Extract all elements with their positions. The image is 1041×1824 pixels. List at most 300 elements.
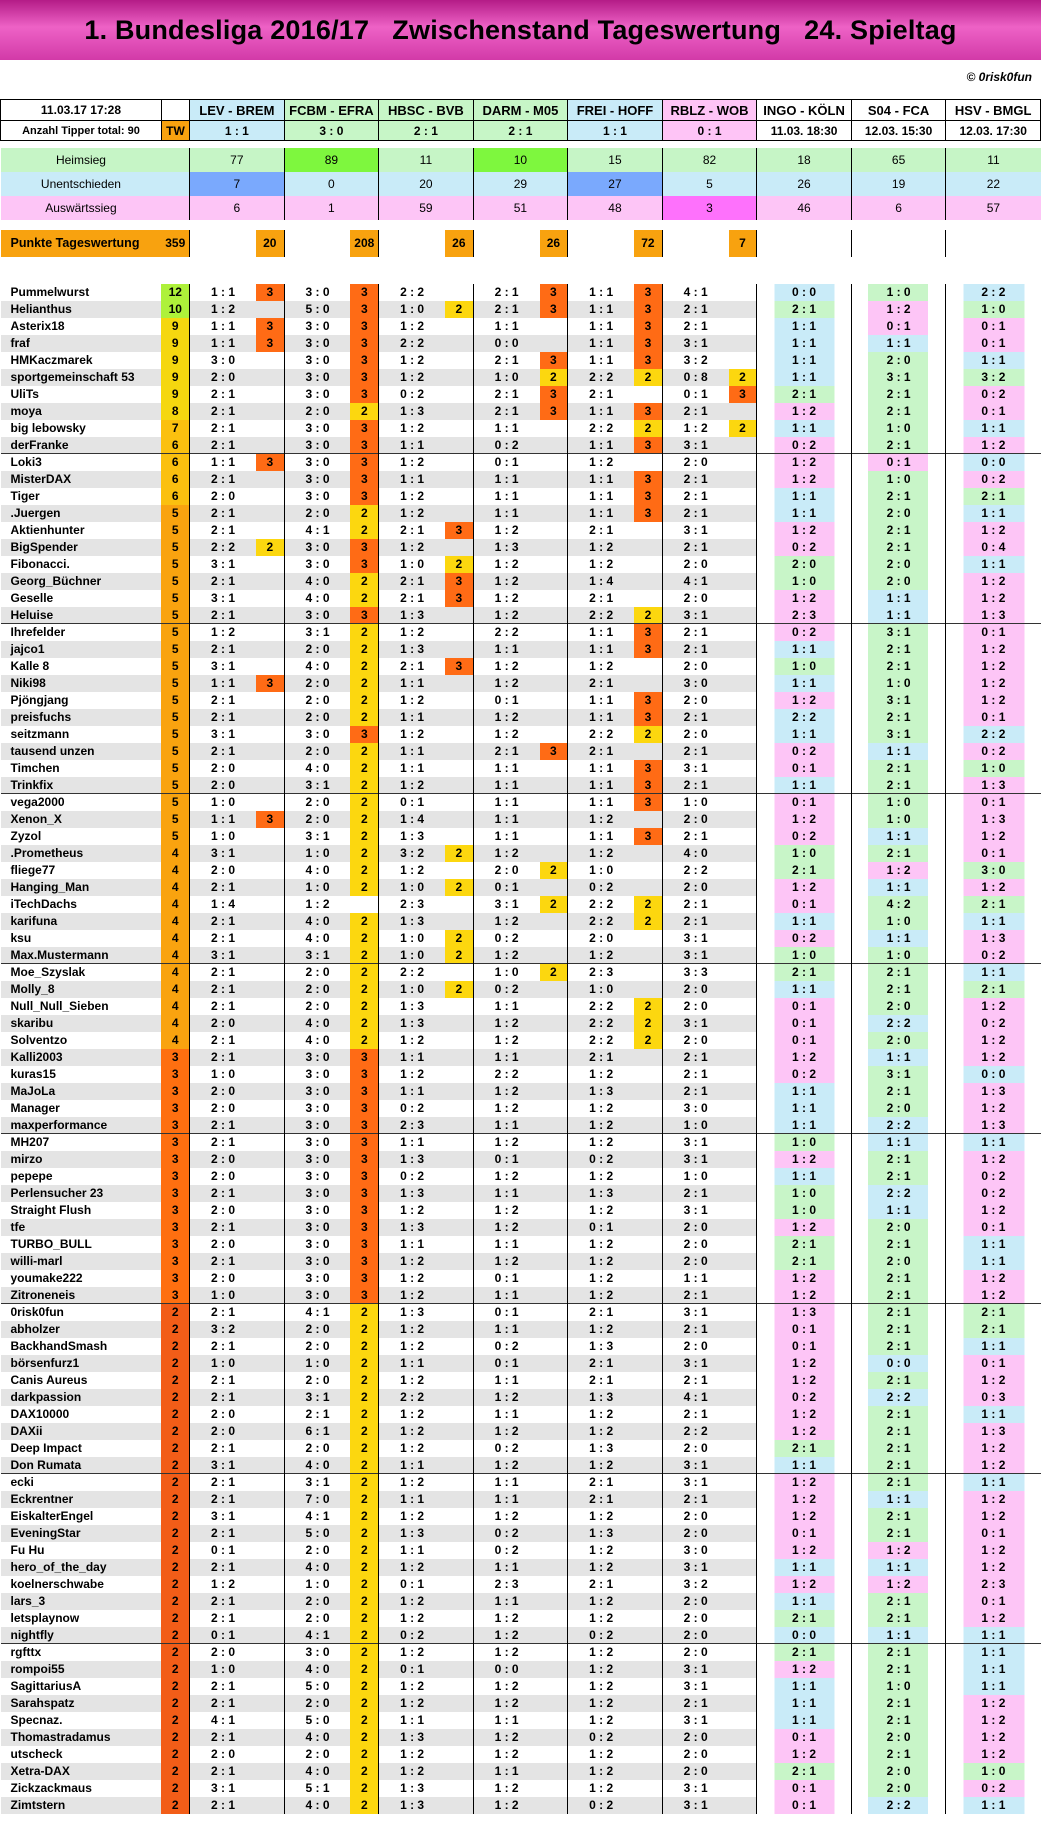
player-tip: 1 : 1 [379, 1542, 445, 1559]
player-points [540, 624, 568, 641]
player-tip: 1 : 2 [473, 947, 539, 964]
player-tip: 1 : 2 [568, 658, 634, 675]
player-name: SagittariusA [10, 1679, 82, 1693]
player-open-tip: 1 : 2 [946, 1695, 1041, 1712]
player-points: 3 [256, 454, 284, 471]
player-points [540, 726, 568, 743]
player-points: 3 [729, 386, 757, 403]
match-teams: HBSC - BVB [379, 100, 474, 121]
player-tip: 0 : 2 [379, 386, 445, 403]
player-points [729, 301, 757, 318]
player-tip: 1 : 1 [379, 1236, 445, 1253]
stats-row [1, 172, 1041, 196]
player-points [634, 930, 662, 947]
player-tip: 1 : 2 [473, 1253, 539, 1270]
player-points [540, 1049, 568, 1066]
player-row [1, 1253, 1041, 1270]
player-tw: 5 [161, 556, 189, 573]
player-points [729, 505, 757, 522]
player-tip: 1 : 2 [473, 1746, 539, 1763]
player-open-tip: 1 : 0 [851, 947, 946, 964]
player-points [540, 1389, 568, 1406]
player-open-tip: 0 : 1 [946, 1525, 1041, 1542]
player-open-tip: 2 : 1 [851, 403, 946, 420]
player-tip: 2 : 1 [190, 403, 256, 420]
player-tw: 2 [161, 1304, 189, 1321]
player-points: 2 [350, 1576, 378, 1593]
player-tip: 0 : 1 [473, 692, 539, 709]
player-tip: 1 : 0 [284, 845, 350, 862]
player-tw: 5 [161, 624, 189, 641]
player-tip: 1 : 2 [568, 1287, 634, 1304]
player-points [540, 335, 568, 352]
player-tip: 1 : 1 [568, 641, 634, 658]
player-points [729, 1202, 757, 1219]
player-open-tip: 0 : 1 [946, 335, 1041, 352]
player-tip: 2 : 1 [190, 1117, 256, 1134]
player-tw: 9 [161, 386, 189, 403]
player-tip: 1 : 1 [473, 1763, 539, 1780]
player-name: Xenon_X [1, 811, 162, 828]
player-tw: 9 [161, 318, 189, 335]
player-points [445, 1100, 473, 1117]
player-tw: 2 [161, 1423, 189, 1440]
player-tip: 2 : 1 [662, 301, 728, 318]
player-row [1, 488, 1041, 505]
player-tip: 2 : 1 [190, 1559, 256, 1576]
player-row [1, 1304, 1041, 1321]
player-points [256, 1508, 284, 1525]
player-open-tip: 2 : 2 [851, 1117, 946, 1134]
player-points [634, 1287, 662, 1304]
player-open-tip: 1 : 0 [757, 845, 852, 862]
player-tip: 3 : 1 [662, 1304, 728, 1321]
player-tw: 3 [161, 1117, 189, 1134]
player-open-tip: 1 : 2 [946, 1542, 1041, 1559]
player-tip: 1 : 0 [190, 828, 256, 845]
player-open-tip: 1 : 1 [946, 556, 1041, 573]
player-points [445, 1219, 473, 1236]
player-tip: 2 : 1 [662, 1066, 728, 1083]
player-points [256, 896, 284, 913]
player-points: 3 [634, 760, 662, 777]
player-points [729, 1576, 757, 1593]
player-points [634, 1270, 662, 1287]
player-tip: 3 : 1 [284, 777, 350, 794]
player-points [540, 794, 568, 811]
player-tip: 6 : 1 [284, 1423, 350, 1440]
player-points [445, 1355, 473, 1372]
player-tip: 2 : 0 [284, 1372, 350, 1389]
player-points: 2 [350, 1678, 378, 1695]
player-row [1, 726, 1041, 743]
player-points [445, 1083, 473, 1100]
player-row [1, 1355, 1041, 1372]
player-tip: 1 : 2 [568, 1661, 634, 1678]
player-open-tip: 1 : 0 [757, 1134, 852, 1151]
player-row [1, 1151, 1041, 1168]
player-open-tip: 1 : 1 [946, 505, 1041, 522]
player-tip: 2 : 1 [473, 301, 539, 318]
player-tip: 2 : 2 [379, 335, 445, 352]
player-open-tip: 2 : 1 [851, 981, 946, 998]
player-tip: 1 : 0 [190, 794, 256, 811]
player-open-tip: 2 : 0 [851, 1729, 946, 1746]
player-tip: 2 : 1 [190, 1372, 256, 1389]
player-tip: 3 : 0 [662, 1100, 728, 1117]
player-tw: 5 [161, 726, 189, 743]
player-tip: 3 : 0 [284, 1270, 350, 1287]
player-points [256, 1134, 284, 1151]
player-tip: 2 : 1 [190, 505, 256, 522]
player-open-tip: 1 : 1 [946, 1474, 1041, 1491]
player-points [445, 1695, 473, 1712]
player-row [1, 1525, 1041, 1542]
player-points [634, 1049, 662, 1066]
player-open-tip: 1 : 1 [851, 1134, 946, 1151]
player-points [256, 1202, 284, 1219]
player-tip: 3 : 1 [284, 828, 350, 845]
player-tip: 7 : 0 [284, 1491, 350, 1508]
player-tw: 5 [161, 573, 189, 590]
stats-value: 57 [946, 196, 1041, 220]
player-points [634, 1151, 662, 1168]
player-tip: 4 : 0 [284, 1729, 350, 1746]
player-points [445, 369, 473, 386]
player-points: 3 [540, 386, 568, 403]
player-tip: 2 : 1 [568, 1491, 634, 1508]
points-value: 26 [540, 230, 568, 257]
player-points [540, 454, 568, 471]
player-row [1, 1610, 1041, 1627]
player-points [445, 777, 473, 794]
player-tip: 3 : 1 [284, 1474, 350, 1491]
player-tip: 3 : 0 [662, 1542, 728, 1559]
player-tip: 1 : 2 [473, 675, 539, 692]
player-row [1, 1168, 1041, 1185]
player-tip: 1 : 1 [379, 743, 445, 760]
player-tip: 1 : 1 [190, 675, 256, 692]
player-tip: 1 : 3 [568, 1185, 634, 1202]
player-tip: 1 : 2 [379, 1372, 445, 1389]
player-points [256, 760, 284, 777]
player-points [256, 879, 284, 896]
player-tip: 2 : 1 [379, 658, 445, 675]
player-open-tip: 0 : 1 [757, 794, 852, 811]
player-open-tip: 1 : 1 [946, 913, 1041, 930]
player-row [1, 913, 1041, 930]
player-tip: 2 : 1 [190, 607, 256, 624]
player-points: 3 [445, 590, 473, 607]
player-tw: 6 [161, 437, 189, 454]
player-tip: 1 : 2 [379, 1508, 445, 1525]
player-points: 3 [634, 794, 662, 811]
player-tip: 2 : 1 [568, 1355, 634, 1372]
player-name: utscheck [10, 1747, 63, 1761]
player-points [634, 1066, 662, 1083]
player-tip: 1 : 0 [284, 1355, 350, 1372]
player-tip: 2 : 3 [379, 1117, 445, 1134]
player-points [256, 1015, 284, 1032]
player-tip: 2 : 2 [568, 726, 634, 743]
player-tip: 2 : 0 [662, 1644, 728, 1661]
player-name: mirzo [1, 1151, 162, 1168]
player-name: Deep Impact [10, 1441, 82, 1455]
player-tip: 1 : 2 [473, 1134, 539, 1151]
match-teams: LEV - BREM [190, 100, 285, 121]
player-points: 2 [350, 1491, 378, 1508]
player-tw: 2 [161, 1610, 189, 1627]
player-tip: 2 : 1 [379, 590, 445, 607]
player-open-tip: 1 : 3 [946, 1083, 1041, 1100]
player-points [445, 471, 473, 488]
player-open-tip: 2 : 1 [851, 1236, 946, 1253]
player-points: 3 [256, 675, 284, 692]
player-open-tip: 2 : 2 [757, 709, 852, 726]
player-open-tip: 1 : 2 [851, 301, 946, 318]
player-name: preisfuchs [1, 709, 162, 726]
player-tip: 1 : 2 [379, 454, 445, 471]
player-points [729, 1117, 757, 1134]
player-tw: 4 [161, 862, 189, 879]
player-row [1, 1457, 1041, 1474]
player-tip: 2 : 0 [190, 1236, 256, 1253]
stats-blank [161, 172, 189, 196]
player-points [540, 1066, 568, 1083]
player-tip: 3 : 0 [284, 1168, 350, 1185]
player-points [256, 1576, 284, 1593]
player-tip: 1 : 2 [379, 726, 445, 743]
player-tw: 2 [161, 1712, 189, 1729]
player-tip: 3 : 1 [662, 1015, 728, 1032]
player-points [540, 930, 568, 947]
player-tip: 1 : 1 [379, 760, 445, 777]
player-tip: 1 : 3 [379, 913, 445, 930]
player-open-tip: 1 : 0 [757, 1185, 852, 1202]
player-points [540, 318, 568, 335]
player-points [540, 879, 568, 896]
player-tip: 2 : 1 [190, 692, 256, 709]
player-points: 2 [350, 794, 378, 811]
player-tip: 2 : 2 [662, 1423, 728, 1440]
player-tip: 3 : 1 [662, 1712, 728, 1729]
player-points [729, 437, 757, 454]
player-tip: 1 : 2 [379, 1695, 445, 1712]
player-row [1, 1389, 1041, 1406]
player-points: 3 [634, 471, 662, 488]
player-points: 3 [350, 1151, 378, 1168]
player-points [634, 964, 662, 981]
player-tip: 2 : 1 [190, 1389, 256, 1406]
player-tip: 1 : 2 [473, 1780, 539, 1797]
player-points [540, 1015, 568, 1032]
match-result: 2 : 1 [473, 121, 568, 141]
player-tw: 5 [161, 828, 189, 845]
player-points [256, 947, 284, 964]
player-tip: 0 : 1 [473, 1270, 539, 1287]
player-open-tip: 2 : 0 [851, 352, 946, 369]
player-tip: 2 : 1 [662, 641, 728, 658]
player-tip: 2 : 1 [662, 403, 728, 420]
player-tip: 2 : 1 [190, 437, 256, 454]
player-tip: 2 : 0 [662, 1338, 728, 1355]
player-tip: 2 : 1 [662, 624, 728, 641]
player-open-tip: 2 : 1 [851, 1287, 946, 1304]
player-tip: 0 : 2 [473, 437, 539, 454]
player-tip: 0 : 1 [473, 1151, 539, 1168]
player-open-tip: 1 : 1 [851, 590, 946, 607]
points-value: 208 [350, 230, 378, 257]
player-name: DAX10000 [10, 1407, 70, 1421]
player-open-tip: 0 : 1 [946, 1219, 1041, 1236]
player-tip: 4 : 1 [190, 1712, 256, 1729]
player-tip: 3 : 0 [662, 675, 728, 692]
player-points: 3 [350, 1270, 378, 1287]
player-tip: 3 : 1 [190, 1508, 256, 1525]
player-points [729, 743, 757, 760]
player-points: 3 [540, 284, 568, 301]
player-tip: 1 : 1 [379, 1712, 445, 1729]
player-points [445, 1576, 473, 1593]
player-tip: 2 : 2 [662, 862, 728, 879]
player-tip: 1 : 2 [568, 811, 634, 828]
player-tw: 4 [161, 981, 189, 998]
player-open-tip: 2 : 1 [851, 522, 946, 539]
player-points: 2 [634, 896, 662, 913]
player-tip: 1 : 2 [662, 420, 728, 437]
player-open-tip: 1 : 2 [946, 1151, 1041, 1168]
player-points [540, 1355, 568, 1372]
player-tip: 3 : 1 [662, 1474, 728, 1491]
player-row [1, 1372, 1041, 1389]
player-tip: 1 : 2 [473, 1695, 539, 1712]
player-tip: 3 : 0 [284, 1644, 350, 1661]
player-tip: 1 : 2 [473, 590, 539, 607]
player-tip: 1 : 1 [473, 998, 539, 1015]
player-tip: 1 : 2 [379, 862, 445, 879]
stats-value: 26 [757, 172, 852, 196]
player-points [729, 947, 757, 964]
player-points: 2 [445, 556, 473, 573]
player-tip: 1 : 0 [379, 879, 445, 896]
player-row [1, 1185, 1041, 1202]
player-tw: 2 [161, 1695, 189, 1712]
player-points: 3 [350, 284, 378, 301]
player-points [540, 947, 568, 964]
player-points [256, 692, 284, 709]
player-row [1, 1780, 1041, 1797]
player-open-tip: 0 : 1 [757, 1338, 852, 1355]
player-points [634, 1644, 662, 1661]
player-points [256, 624, 284, 641]
player-points [256, 301, 284, 318]
player-tip: 1 : 2 [379, 1763, 445, 1780]
player-points [540, 1321, 568, 1338]
player-tip: 5 : 1 [284, 1780, 350, 1797]
player-points [540, 641, 568, 658]
player-points [729, 1253, 757, 1270]
player-open-tip: 1 : 2 [946, 1372, 1041, 1389]
player-open-tip: 0 : 2 [946, 743, 1041, 760]
player-tip: 2 : 0 [662, 692, 728, 709]
player-open-tip: 1 : 2 [946, 1202, 1041, 1219]
player-open-tip: 1 : 1 [757, 420, 852, 437]
player-points [729, 811, 757, 828]
player-open-tip: 1 : 1 [851, 828, 946, 845]
player-points [634, 1219, 662, 1236]
player-tip: 1 : 2 [568, 1100, 634, 1117]
player-name: big lebowsky [10, 421, 86, 435]
player-open-tip: 1 : 1 [757, 318, 852, 335]
player-tip: 2 : 1 [190, 1474, 256, 1491]
player-points [634, 1559, 662, 1576]
player-points: 3 [634, 624, 662, 641]
player-tip: 2 : 0 [284, 794, 350, 811]
player-open-tip: 1 : 2 [946, 437, 1041, 454]
player-row [1, 624, 1041, 641]
player-tip: 1 : 4 [379, 811, 445, 828]
player-tip: 0 : 2 [568, 1729, 634, 1746]
player-open-tip: 1 : 1 [946, 420, 1041, 437]
player-points [256, 1151, 284, 1168]
player-points: 2 [350, 1423, 378, 1440]
player-points [445, 1304, 473, 1321]
player-points [540, 1117, 568, 1134]
player-open-tip: 1 : 0 [757, 1202, 852, 1219]
player-tip: 3 : 0 [284, 1049, 350, 1066]
player-tip: 2 : 2 [473, 624, 539, 641]
player-tip: 2 : 0 [284, 709, 350, 726]
player-open-tip: 2 : 1 [851, 1457, 946, 1474]
player-points: 3 [540, 743, 568, 760]
spacer [1, 141, 1041, 148]
player-tip: 2 : 0 [568, 930, 634, 947]
player-tip: 3 : 1 [190, 726, 256, 743]
player-tip: 2 : 1 [662, 471, 728, 488]
player-points [540, 590, 568, 607]
player-tip: 2 : 1 [473, 403, 539, 420]
player-points: 2 [350, 1763, 378, 1780]
player-points [445, 1202, 473, 1219]
player-points [445, 1236, 473, 1253]
player-points: 3 [256, 811, 284, 828]
player-tip: 1 : 0 [662, 794, 728, 811]
player-open-tip: 1 : 2 [946, 692, 1041, 709]
player-points [445, 1627, 473, 1644]
player-tip: 2 : 1 [190, 1525, 256, 1542]
player-points [540, 1083, 568, 1100]
player-points: 3 [350, 539, 378, 556]
player-open-tip: 2 : 1 [851, 488, 946, 505]
player-open-tip: 1 : 2 [757, 879, 852, 896]
player-points [729, 1287, 757, 1304]
player-points [256, 658, 284, 675]
player-points: 2 [729, 369, 757, 386]
player-tip: 1 : 1 [568, 777, 634, 794]
player-tip: 1 : 2 [190, 624, 256, 641]
player-points [445, 1015, 473, 1032]
player-tip: 2 : 1 [379, 522, 445, 539]
player-tip: 3 : 1 [662, 1355, 728, 1372]
player-name: ksu [10, 931, 32, 945]
player-open-tip: 0 : 1 [757, 1525, 852, 1542]
player-tip: 4 : 1 [284, 1508, 350, 1525]
player-tip: 2 : 0 [190, 1270, 256, 1287]
player-tip: 2 : 0 [284, 1610, 350, 1627]
player-points [729, 1372, 757, 1389]
player-points: 2 [350, 777, 378, 794]
player-tip: 1 : 2 [284, 896, 350, 913]
